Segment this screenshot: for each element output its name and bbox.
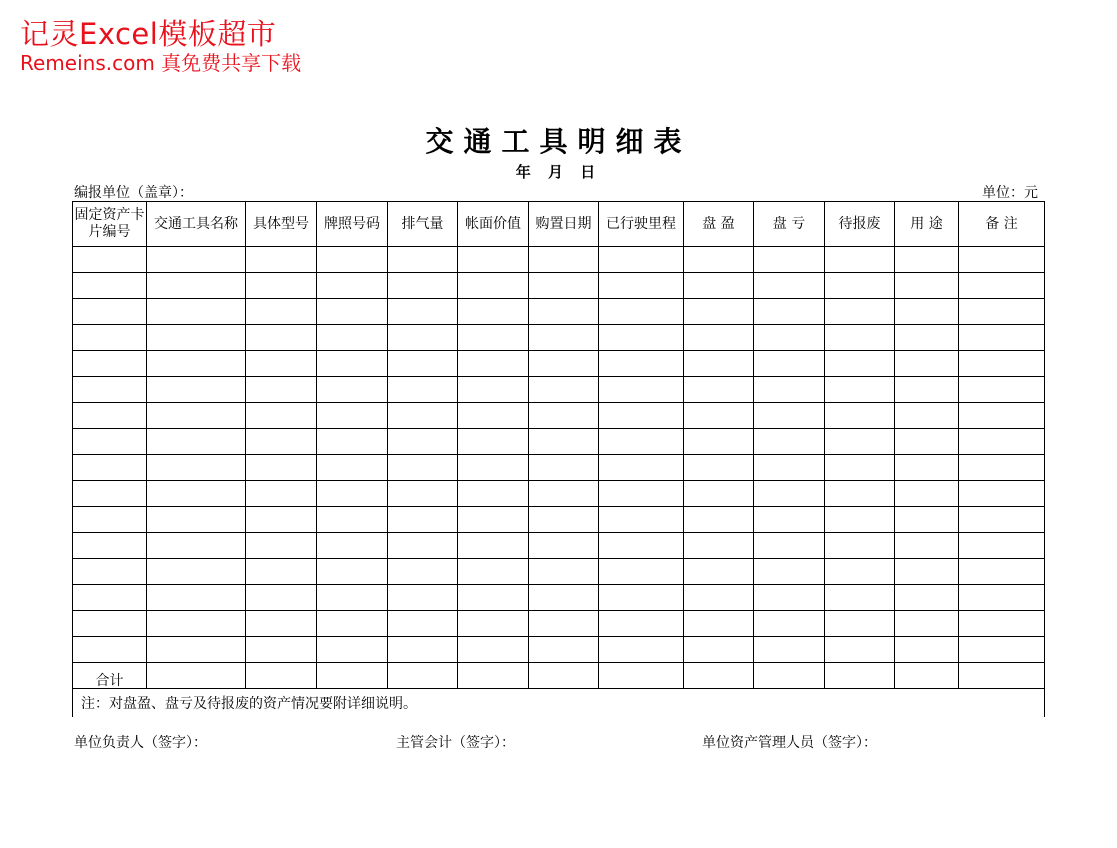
table-cell[interactable] xyxy=(959,247,1045,273)
table-cell[interactable] xyxy=(246,611,317,637)
table-cell[interactable] xyxy=(599,299,684,325)
table-cell[interactable] xyxy=(388,299,458,325)
table-cell[interactable] xyxy=(388,507,458,533)
table-cell[interactable] xyxy=(684,377,754,403)
table-cell[interactable] xyxy=(599,247,684,273)
table-row xyxy=(73,637,1045,663)
table-cell[interactable] xyxy=(754,507,825,533)
table-cell[interactable] xyxy=(754,403,825,429)
table-cell[interactable] xyxy=(147,273,246,299)
table-cell[interactable] xyxy=(684,351,754,377)
table-cell[interactable] xyxy=(317,299,388,325)
table-cell[interactable] xyxy=(825,663,895,689)
table-cell[interactable] xyxy=(825,351,895,377)
table-cell[interactable] xyxy=(825,377,895,403)
table-cell[interactable] xyxy=(246,429,317,455)
table-cell[interactable] xyxy=(959,507,1045,533)
table-header-row xyxy=(73,202,1045,247)
table-row xyxy=(73,299,1045,325)
table-cell[interactable] xyxy=(246,507,317,533)
table-cell[interactable] xyxy=(147,507,246,533)
table-cell[interactable] xyxy=(895,247,959,273)
table-cell[interactable] xyxy=(147,637,246,663)
table-cell[interactable] xyxy=(388,533,458,559)
table-cell[interactable] xyxy=(825,455,895,481)
table-cell[interactable] xyxy=(959,559,1045,585)
column-header: 盘 亏 xyxy=(754,202,825,247)
table-cell[interactable] xyxy=(599,351,684,377)
table-cell[interactable] xyxy=(458,559,529,585)
table-cell[interactable] xyxy=(684,663,754,689)
table-cell[interactable] xyxy=(246,403,317,429)
table-cell[interactable] xyxy=(959,663,1045,689)
table-row xyxy=(73,585,1045,611)
table-cell[interactable] xyxy=(458,351,529,377)
page-title: 交通工具明细表 xyxy=(425,125,692,158)
table-cell[interactable] xyxy=(147,299,246,325)
table-cell[interactable] xyxy=(895,585,959,611)
column-header: 待报废 xyxy=(825,202,895,247)
table-cell[interactable] xyxy=(754,247,825,273)
reporting-unit-label: 编报单位（盖章）： xyxy=(74,185,193,201)
table-cell[interactable] xyxy=(147,403,246,429)
table-cell[interactable] xyxy=(73,325,147,351)
table-cell[interactable] xyxy=(317,533,388,559)
table-cell[interactable] xyxy=(458,455,529,481)
table-cell[interactable] xyxy=(599,481,684,507)
table-cell[interactable] xyxy=(895,429,959,455)
column-header: 盘 盈 xyxy=(684,202,754,247)
table-cell[interactable] xyxy=(684,455,754,481)
signature-asset-manager: 单位资产管理人员（签字）： xyxy=(702,735,877,751)
table-cell[interactable] xyxy=(529,611,599,637)
table-cell[interactable] xyxy=(458,325,529,351)
table-cell[interactable] xyxy=(458,299,529,325)
table-cell[interactable] xyxy=(825,585,895,611)
table-cell[interactable] xyxy=(529,481,599,507)
table-cell[interactable] xyxy=(754,455,825,481)
table-cell[interactable] xyxy=(246,481,317,507)
column-header: 购置日期 xyxy=(529,202,599,247)
table-cell[interactable] xyxy=(388,455,458,481)
total-label: 合计 xyxy=(73,663,147,689)
table-cell[interactable] xyxy=(246,559,317,585)
table-cell[interactable] xyxy=(147,663,246,689)
table-cell[interactable] xyxy=(529,429,599,455)
table-cell[interactable] xyxy=(529,533,599,559)
table-cell[interactable] xyxy=(73,481,147,507)
table-cell[interactable] xyxy=(388,559,458,585)
table-cell[interactable] xyxy=(599,611,684,637)
table-cell[interactable] xyxy=(317,481,388,507)
table-cell[interactable] xyxy=(895,533,959,559)
table-cell[interactable] xyxy=(388,273,458,299)
table-cell[interactable] xyxy=(684,585,754,611)
table-cell[interactable] xyxy=(388,377,458,403)
table-cell[interactable] xyxy=(754,325,825,351)
table-row xyxy=(73,325,1045,351)
table-cell[interactable] xyxy=(529,637,599,663)
table-cell[interactable] xyxy=(825,299,895,325)
table-cell[interactable] xyxy=(317,403,388,429)
total-row xyxy=(73,663,1045,689)
table-cell[interactable] xyxy=(754,637,825,663)
table-cell[interactable] xyxy=(73,377,147,403)
table-cell[interactable] xyxy=(895,273,959,299)
table-cell[interactable] xyxy=(317,559,388,585)
table-cell[interactable] xyxy=(317,429,388,455)
table-cell[interactable] xyxy=(959,455,1045,481)
table-cell[interactable] xyxy=(388,585,458,611)
table-cell[interactable] xyxy=(684,299,754,325)
table-cell[interactable] xyxy=(529,325,599,351)
table-cell[interactable] xyxy=(599,637,684,663)
column-header: 排气量 xyxy=(388,202,458,247)
table-cell[interactable] xyxy=(147,247,246,273)
table-cell[interactable] xyxy=(895,481,959,507)
table-cell[interactable] xyxy=(147,611,246,637)
table-cell[interactable] xyxy=(147,377,246,403)
table-cell[interactable] xyxy=(388,351,458,377)
table-cell[interactable] xyxy=(246,637,317,663)
table-cell[interactable] xyxy=(317,611,388,637)
table-cell[interactable] xyxy=(684,481,754,507)
table-cell[interactable] xyxy=(959,585,1045,611)
table-cell[interactable] xyxy=(458,637,529,663)
table-cell[interactable] xyxy=(388,429,458,455)
table-cell[interactable] xyxy=(73,403,147,429)
table-cell[interactable] xyxy=(754,585,825,611)
table-cell[interactable] xyxy=(684,273,754,299)
table-cell[interactable] xyxy=(684,533,754,559)
table-cell[interactable] xyxy=(458,247,529,273)
table-cell[interactable] xyxy=(529,663,599,689)
table-cell[interactable] xyxy=(458,481,529,507)
table-cell[interactable] xyxy=(73,299,147,325)
table-cell[interactable] xyxy=(458,585,529,611)
table-cell[interactable] xyxy=(754,663,825,689)
table-cell[interactable] xyxy=(825,429,895,455)
table-cell[interactable] xyxy=(73,273,147,299)
table-cell[interactable] xyxy=(754,351,825,377)
table-cell[interactable] xyxy=(317,663,388,689)
table-cell[interactable] xyxy=(754,273,825,299)
table-cell[interactable] xyxy=(895,455,959,481)
column-header: 具体型号 xyxy=(246,202,317,247)
table-cell[interactable] xyxy=(599,455,684,481)
table-row xyxy=(73,273,1045,299)
table-cell[interactable] xyxy=(959,403,1045,429)
table-cell[interactable] xyxy=(895,299,959,325)
table-cell[interactable] xyxy=(959,325,1045,351)
table-cell[interactable] xyxy=(959,533,1045,559)
brand-watermark xyxy=(20,17,302,75)
table-cell[interactable] xyxy=(684,507,754,533)
table-cell[interactable] xyxy=(895,403,959,429)
table-cell[interactable] xyxy=(246,533,317,559)
table-cell[interactable] xyxy=(317,273,388,299)
table-cell[interactable] xyxy=(458,273,529,299)
table-cell[interactable] xyxy=(529,403,599,429)
signature-accountant: 主管会计（签字）： xyxy=(396,735,515,751)
table-cell[interactable] xyxy=(895,637,959,663)
table-cell[interactable] xyxy=(959,429,1045,455)
table-cell[interactable] xyxy=(825,559,895,585)
table-cell[interactable] xyxy=(73,351,147,377)
table-cell[interactable] xyxy=(825,247,895,273)
table-cell[interactable] xyxy=(959,637,1045,663)
table-cell[interactable] xyxy=(825,325,895,351)
table-cell[interactable] xyxy=(246,325,317,351)
table-cell[interactable] xyxy=(73,247,147,273)
table-cell[interactable] xyxy=(458,403,529,429)
table-cell[interactable] xyxy=(246,299,317,325)
table-cell[interactable] xyxy=(317,325,388,351)
table-cell[interactable] xyxy=(73,507,147,533)
table-cell[interactable] xyxy=(754,611,825,637)
table-cell[interactable] xyxy=(317,455,388,481)
signature-unit-head: 单位负责人（签字）： xyxy=(74,735,207,751)
table-cell[interactable] xyxy=(388,325,458,351)
table-cell[interactable] xyxy=(684,559,754,585)
table-cell[interactable] xyxy=(684,429,754,455)
column-header: 牌照号码 xyxy=(317,202,388,247)
table-cell[interactable] xyxy=(684,403,754,429)
table-cell[interactable] xyxy=(73,559,147,585)
table-cell[interactable] xyxy=(458,507,529,533)
table-cell[interactable] xyxy=(317,247,388,273)
table-cell[interactable] xyxy=(529,585,599,611)
table-cell[interactable] xyxy=(959,273,1045,299)
table-cell[interactable] xyxy=(599,533,684,559)
date-line: 年 月 日 xyxy=(515,163,602,181)
table-cell[interactable] xyxy=(895,507,959,533)
table-cell[interactable] xyxy=(317,507,388,533)
table-cell[interactable] xyxy=(317,585,388,611)
table-cell[interactable] xyxy=(754,481,825,507)
table-cell[interactable] xyxy=(825,533,895,559)
table-cell[interactable] xyxy=(599,403,684,429)
table-cell[interactable] xyxy=(599,585,684,611)
table-row xyxy=(73,533,1045,559)
table-cell[interactable] xyxy=(317,377,388,403)
table-cell[interactable] xyxy=(529,351,599,377)
table-cell[interactable] xyxy=(825,507,895,533)
table-cell[interactable] xyxy=(529,273,599,299)
table-row xyxy=(73,403,1045,429)
table-cell[interactable] xyxy=(73,611,147,637)
table-row xyxy=(73,559,1045,585)
column-header: 交通工具名称 xyxy=(147,202,246,247)
table-cell[interactable] xyxy=(458,429,529,455)
table-cell[interactable] xyxy=(388,481,458,507)
brand-subtitle: Remeins.com 真免费共享下载 xyxy=(20,51,302,75)
table-cell[interactable] xyxy=(754,429,825,455)
table-cell[interactable] xyxy=(458,663,529,689)
table-cell[interactable] xyxy=(246,585,317,611)
vehicle-detail-table xyxy=(72,201,1045,717)
table-cell[interactable] xyxy=(754,533,825,559)
table-cell[interactable] xyxy=(754,559,825,585)
table-cell[interactable] xyxy=(895,351,959,377)
table-cell[interactable] xyxy=(825,637,895,663)
table-row xyxy=(73,351,1045,377)
table-cell[interactable] xyxy=(825,481,895,507)
table-cell[interactable] xyxy=(529,377,599,403)
column-header: 固定资产卡片编号 xyxy=(73,202,147,247)
table-cell[interactable] xyxy=(599,377,684,403)
table-row xyxy=(73,611,1045,637)
table-cell[interactable] xyxy=(895,325,959,351)
table-cell[interactable] xyxy=(73,585,147,611)
table-cell[interactable] xyxy=(684,637,754,663)
table-cell[interactable] xyxy=(388,637,458,663)
table-cell[interactable] xyxy=(959,481,1045,507)
table-cell[interactable] xyxy=(73,455,147,481)
column-header: 备 注 xyxy=(959,202,1045,247)
table-cell[interactable] xyxy=(246,663,317,689)
brand-title: 记灵Excel模板超市 xyxy=(20,17,277,51)
table-cell[interactable] xyxy=(317,637,388,663)
table-cell[interactable] xyxy=(388,663,458,689)
table-cell[interactable] xyxy=(825,273,895,299)
table-cell[interactable] xyxy=(73,637,147,663)
table-cell[interactable] xyxy=(388,403,458,429)
table-cell[interactable] xyxy=(388,611,458,637)
column-header: 用 途 xyxy=(895,202,959,247)
table-row xyxy=(73,429,1045,455)
table-cell[interactable] xyxy=(599,663,684,689)
note-row xyxy=(73,689,1045,718)
table-cell[interactable] xyxy=(147,585,246,611)
table-row xyxy=(73,481,1045,507)
table-cell[interactable] xyxy=(147,481,246,507)
table-cell[interactable] xyxy=(458,533,529,559)
column-header: 已行驶里程 xyxy=(599,202,684,247)
note-text: 注：对盘盈、盘亏及待报废的资产情况要附详细说明。 xyxy=(73,689,1045,718)
table-cell[interactable] xyxy=(599,429,684,455)
table-cell[interactable] xyxy=(599,507,684,533)
table-row xyxy=(73,507,1045,533)
table-cell[interactable] xyxy=(246,247,317,273)
table-cell[interactable] xyxy=(147,429,246,455)
table-cell[interactable] xyxy=(388,247,458,273)
table-cell[interactable] xyxy=(754,377,825,403)
table-cell[interactable] xyxy=(529,299,599,325)
table-cell[interactable] xyxy=(246,455,317,481)
table-cell[interactable] xyxy=(895,663,959,689)
table-cell[interactable] xyxy=(147,533,246,559)
table-cell[interactable] xyxy=(529,455,599,481)
table-cell[interactable] xyxy=(458,377,529,403)
table-cell[interactable] xyxy=(147,559,246,585)
table-cell[interactable] xyxy=(684,325,754,351)
table-cell[interactable] xyxy=(599,559,684,585)
table-cell[interactable] xyxy=(754,299,825,325)
table-cell[interactable] xyxy=(246,273,317,299)
table-cell[interactable] xyxy=(959,299,1045,325)
table-cell[interactable] xyxy=(599,273,684,299)
table-cell[interactable] xyxy=(458,611,529,637)
table-cell[interactable] xyxy=(895,377,959,403)
table-cell[interactable] xyxy=(147,325,246,351)
table-cell[interactable] xyxy=(959,377,1045,403)
table-cell[interactable] xyxy=(599,325,684,351)
table-cell[interactable] xyxy=(895,559,959,585)
table-row xyxy=(73,377,1045,403)
table-cell[interactable] xyxy=(959,351,1045,377)
table-row xyxy=(73,247,1045,273)
table-cell[interactable] xyxy=(825,403,895,429)
table-cell[interactable] xyxy=(684,247,754,273)
column-header: 帐面价值 xyxy=(458,202,529,247)
table-cell[interactable] xyxy=(246,351,317,377)
table-cell[interactable] xyxy=(529,507,599,533)
table-cell[interactable] xyxy=(317,351,388,377)
table-cell[interactable] xyxy=(147,455,246,481)
table-cell[interactable] xyxy=(684,611,754,637)
table-cell[interactable] xyxy=(529,559,599,585)
table-cell[interactable] xyxy=(959,611,1045,637)
table-cell[interactable] xyxy=(73,429,147,455)
table-cell[interactable] xyxy=(529,247,599,273)
table-row xyxy=(73,455,1045,481)
table-cell[interactable] xyxy=(895,611,959,637)
currency-unit-label: 单位：元 xyxy=(982,185,1038,201)
table-cell[interactable] xyxy=(73,533,147,559)
table-cell[interactable] xyxy=(825,611,895,637)
table-cell[interactable] xyxy=(147,351,246,377)
table-cell[interactable] xyxy=(246,377,317,403)
